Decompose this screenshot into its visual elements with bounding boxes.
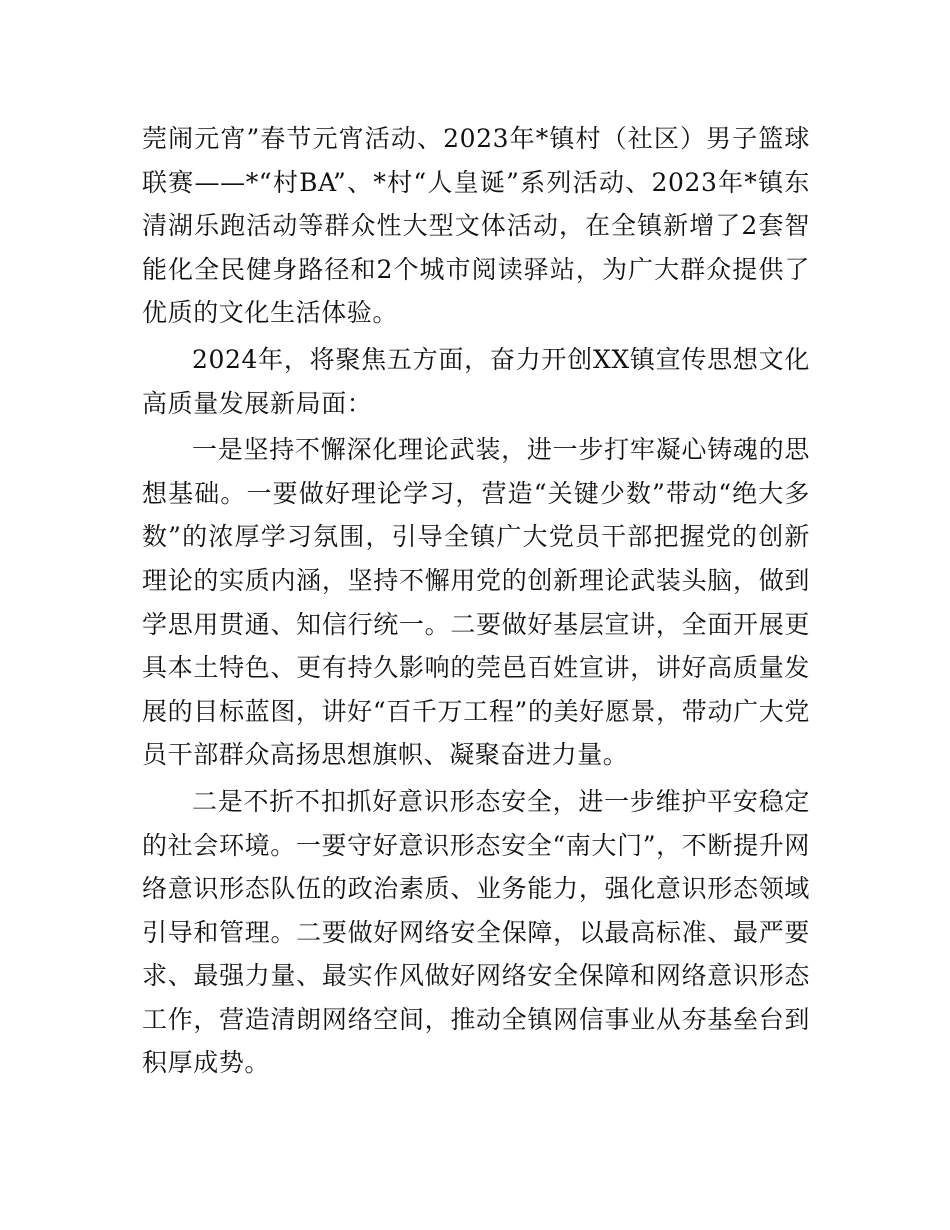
paragraph-ideology-security: 二是不折不扣抓好意识形态安全，进一步维护平安稳定的社会环境。一要守好意识形态安全“南大门”，不断提升网络意识形态队伍的政治素质、业务能力，强化意识形态领域引导和管理。二要做好网络安全保障，以最高标准、最严要求、最强力量、最实作风做好网络安全保障和网络意识形态工作，营造清朗网络空间，推动全镇网信事业从夯基垒台到积厚成势。	[142, 786, 810, 1078]
paragraph-2024-overview: 2024年，将聚焦五方面，奋力开创XX镇宣传思想文化高质量发展新局面：	[142, 344, 810, 418]
document-body	[142, 117, 810, 1085]
paragraph-continuation: 莞闹元宵”春节元宵活动、2023年*镇村（社区）男子篮球联赛——*“村BA”、*村“人皇诞”系列活动、2023年*镇东清湖乐跑活动等群众性大型文体活动，在全镇新增了2套智能化全民健身路径和2个城市阅读驿站，为广大群众提供了优质的文化生活体验。	[142, 124, 810, 328]
paragraph-theory-armament: 一是坚持不懈深化理论武装，进一步打牢凝心铸魂的思想基础。一要做好理论学习，营造“关键少数”带动“绝大多数”的浓厚学习氛围，引导全镇广大党员干部把握党的创新理论的实质内涵，坚持不懈用党的创新理论武装头脑，做到学思用贯通、知信行统一。二要做好基层宣讲，全面开展更具本土特色、更有持久影响的莞邑百姓宣讲，讲好高质量发展的目标蓝图，讲好“百千万工程”的美好愿景，带动广大党员干部群众高扬思想旗帜、凝聚奋进力量。	[142, 435, 810, 770]
